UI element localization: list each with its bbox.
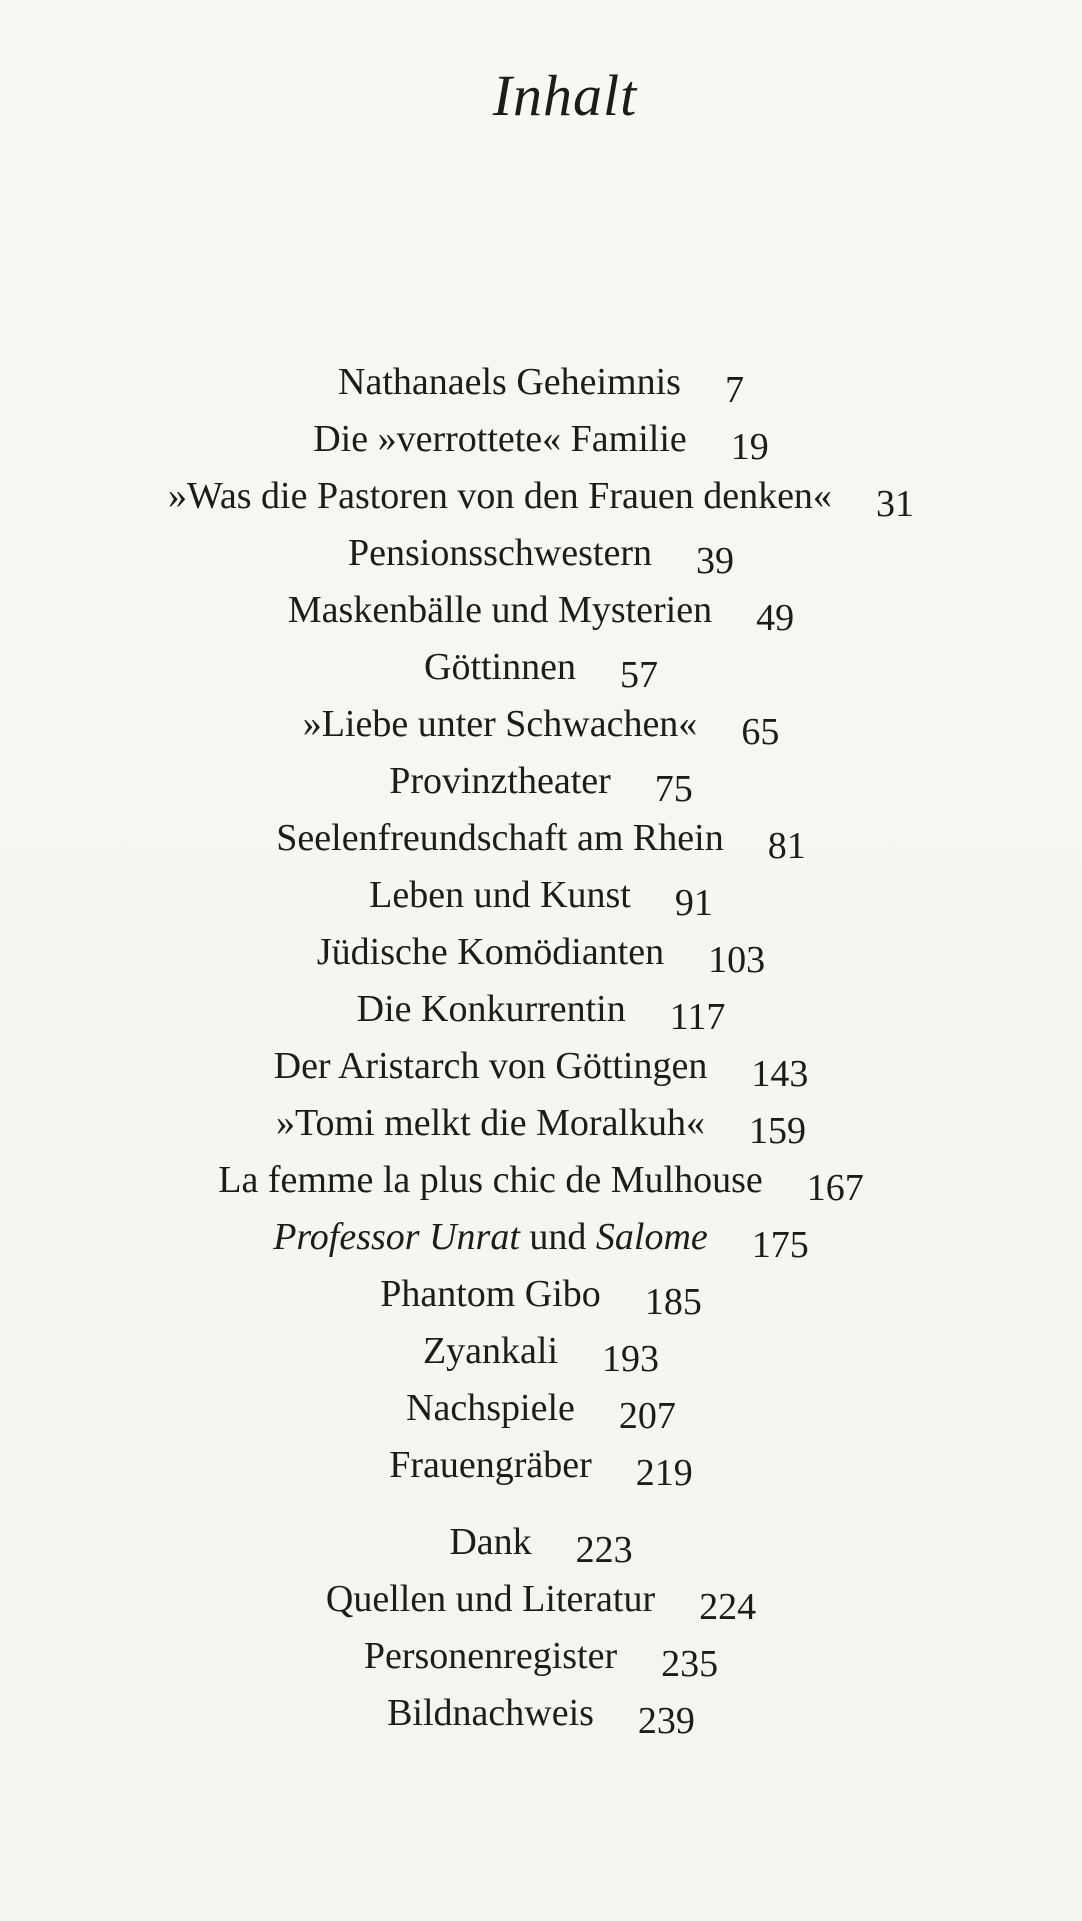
toc-entry: [0, 1101, 1082, 1158]
toc-backmatter-entry: [0, 1691, 1082, 1748]
toc-entry: [0, 816, 1082, 873]
toc-entry: [0, 1044, 1082, 1101]
toc-backmatter-entry: [0, 1577, 1082, 1634]
toc-entry-page: 159: [749, 1110, 806, 1152]
toc-entry-page: 143: [751, 1053, 809, 1095]
toc-entry-page: 39: [695, 540, 734, 582]
toc-entry-page: 235: [661, 1643, 719, 1685]
toc-entry-label: Seelenfreundschaft am Rhein: [276, 817, 724, 859]
toc-entry-page: 219: [635, 1452, 693, 1494]
toc-entry-page: 31: [875, 483, 914, 525]
toc-entry: [0, 1329, 1082, 1386]
toc-entry: [0, 759, 1082, 816]
toc-entry-page: 117: [669, 996, 726, 1038]
toc-entry: [0, 873, 1082, 930]
toc-entry: [0, 531, 1082, 588]
toc-entry: [0, 417, 1082, 474]
toc-entry-label: Nathanaels Geheimnis: [338, 361, 681, 403]
toc-entry-label: Dank: [449, 1521, 532, 1563]
table-of-contents: [0, 360, 1082, 1748]
toc-entry-label: Provinztheater: [389, 760, 611, 802]
toc-entry-page: 103: [708, 939, 766, 981]
toc-entry: [0, 474, 1082, 531]
toc-entry-label: Pensionsschwestern: [348, 532, 652, 574]
toc-entry-page: 75: [654, 768, 693, 810]
toc-entry-page: 91: [674, 882, 713, 924]
toc-entry-page: 57: [619, 654, 658, 696]
toc-entry-page: 65: [741, 711, 780, 753]
toc-entry: [0, 1443, 1082, 1500]
toc-entry-page: 224: [699, 1586, 757, 1628]
toc-entry: [0, 588, 1082, 645]
toc-entry-label: »Was die Pastoren von den Frauen denken«: [168, 475, 832, 517]
toc-entry-label: »Tomi melkt die Moralkuh«: [275, 1102, 705, 1144]
toc-entry-page: 239: [637, 1700, 695, 1742]
toc-entry: [0, 1386, 1082, 1443]
toc-entry-label: Bildnachweis: [387, 1692, 594, 1734]
toc-entry: [0, 702, 1082, 759]
toc-entry-label: Zyankali: [422, 1330, 559, 1372]
toc-entry-label: »Liebe unter Schwachen«: [302, 703, 698, 745]
toc-entry-page: 207: [618, 1395, 676, 1437]
toc-entry-page: 7: [724, 369, 744, 411]
toc-entry: [0, 645, 1082, 702]
toc-entry-page: 223: [575, 1529, 633, 1571]
toc-entry-label: Die Konkurrentin: [356, 988, 626, 1030]
toc-entry-page: 185: [644, 1281, 702, 1323]
toc-entry: [0, 1215, 1082, 1272]
toc-entry-page: 49: [756, 597, 795, 639]
toc-entry-label: Die »verrottete« Familie: [313, 418, 687, 460]
toc-entry-label: Quellen und Literatur: [325, 1578, 656, 1620]
toc-entry-label: Der Aristarch von Göttingen: [273, 1045, 708, 1087]
toc-entry-label: Phantom Gibo: [380, 1273, 601, 1315]
toc-entry-page: 175: [751, 1224, 809, 1266]
toc-entry: [0, 1272, 1082, 1329]
toc-entry-label: Jüdische Komödianten: [316, 931, 665, 973]
toc-entry-label: Maskenbälle und Mysterien: [287, 589, 713, 631]
toc-entry: [0, 987, 1082, 1044]
toc-entry-page: 19: [730, 426, 769, 468]
toc-entry-label: Personenregister: [363, 1635, 618, 1677]
toc-entry-label: La femme la plus chic de Mulhouse: [218, 1159, 763, 1201]
toc-entry: [0, 1158, 1082, 1215]
toc-backmatter-entry: [0, 1520, 1082, 1577]
toc-entry: [0, 360, 1082, 417]
toc-entry-label-joiner: und: [519, 1216, 596, 1258]
toc-entry-label-italic: Professor Unrat: [273, 1216, 520, 1258]
toc-entry-label: Frauengräber: [389, 1444, 592, 1486]
toc-entry-label-italic: Salome: [595, 1216, 708, 1258]
toc-entry-label: Nachspiele: [406, 1387, 575, 1429]
toc-entry-label: Leben und Kunst: [369, 874, 631, 916]
toc-backmatter-entry: [0, 1634, 1082, 1691]
toc-entry-page: 193: [602, 1338, 660, 1380]
toc-entry-page: 167: [806, 1167, 864, 1209]
toc-entry: [0, 930, 1082, 987]
toc-entry-label: [273, 1215, 708, 1259]
toc-entry-label: Göttinnen: [424, 646, 576, 688]
page-title: Inhalt: [492, 63, 638, 128]
toc-entry-page: 81: [767, 825, 806, 867]
